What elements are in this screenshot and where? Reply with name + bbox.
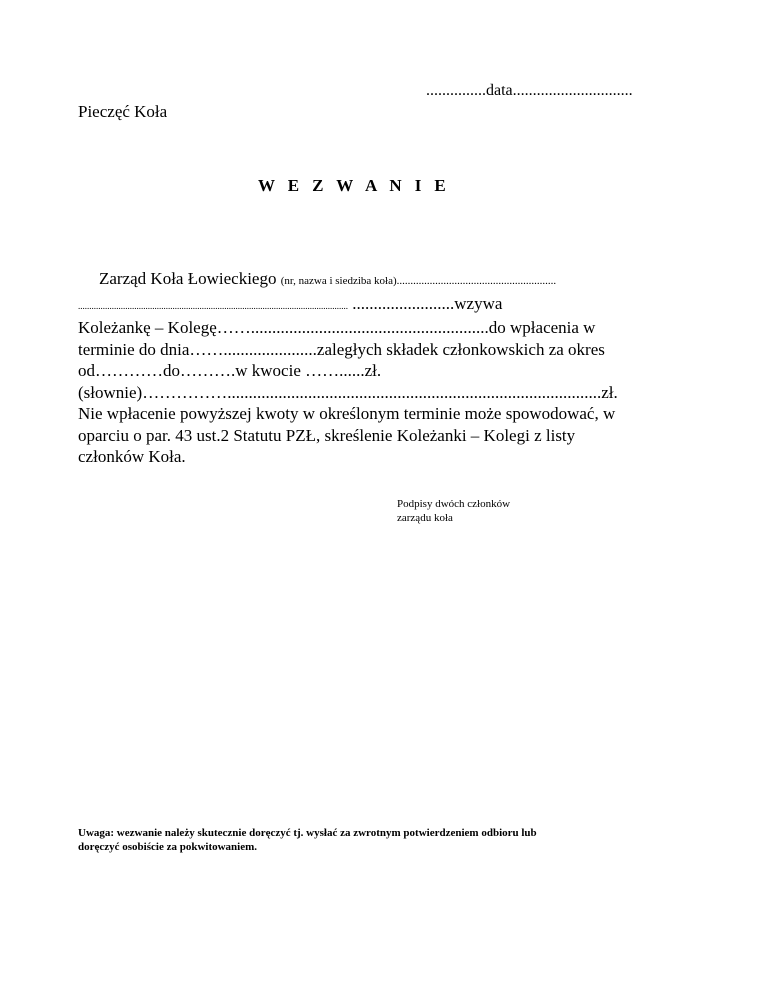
- fill-dots: ........................................................................................................................: [78, 300, 348, 311]
- summons-body: [78, 268, 678, 468]
- body-line-amount-words: (słownie)……………........................................................................................zł.: [78, 382, 618, 402]
- stamp-label: Pieczęć Koła: [78, 102, 168, 121]
- signatures-line-1: Podpisy dwóch członków: [397, 498, 511, 510]
- body-line-board: [78, 268, 678, 293]
- body-line-member: Koleżankę – Kolegę……........................................................do wpłacenia w: [78, 318, 596, 337]
- document-title: W E Z W A N I E: [258, 176, 451, 195]
- board-label: Zarząd Koła Łowieckiego: [99, 269, 277, 288]
- body-line-fill: [78, 293, 678, 318]
- note-line-2: doręczyć osobiście za pokwitowaniem.: [78, 841, 258, 853]
- board-hint: (nr, nazwa i siedziba koła)..........................................................: [280, 275, 557, 287]
- signatures-line-2: zarządu koła: [397, 512, 453, 524]
- body-line-warning-1: Nie wpłacenie powyższej kwoty w określonym terminie może spowodować, w: [78, 404, 616, 423]
- date-line: ...............data..............................: [426, 82, 633, 99]
- body-line-period: od…………do……….w kwocie ……......zł.: [78, 361, 382, 380]
- signatures-block: [397, 497, 510, 525]
- footer-note: [78, 826, 537, 854]
- body-line-deadline: terminie do dnia……......................zaległych składek członkowskich za okres: [78, 339, 605, 359]
- calls-word: ........................wzywa: [352, 293, 503, 313]
- body-line-warning-3: członków Koła.: [78, 447, 186, 466]
- body-line-warning-2: oparciu o par. 43 ust.2 Statutu PZŁ, skreślenie Koleżanki – Kolegi z listy: [78, 425, 576, 445]
- note-line-1: Uwaga: wezwanie należy skutecznie doręczyć tj. wysłać za zwrotnym potwierdzeniem odbioru lub: [78, 827, 537, 839]
